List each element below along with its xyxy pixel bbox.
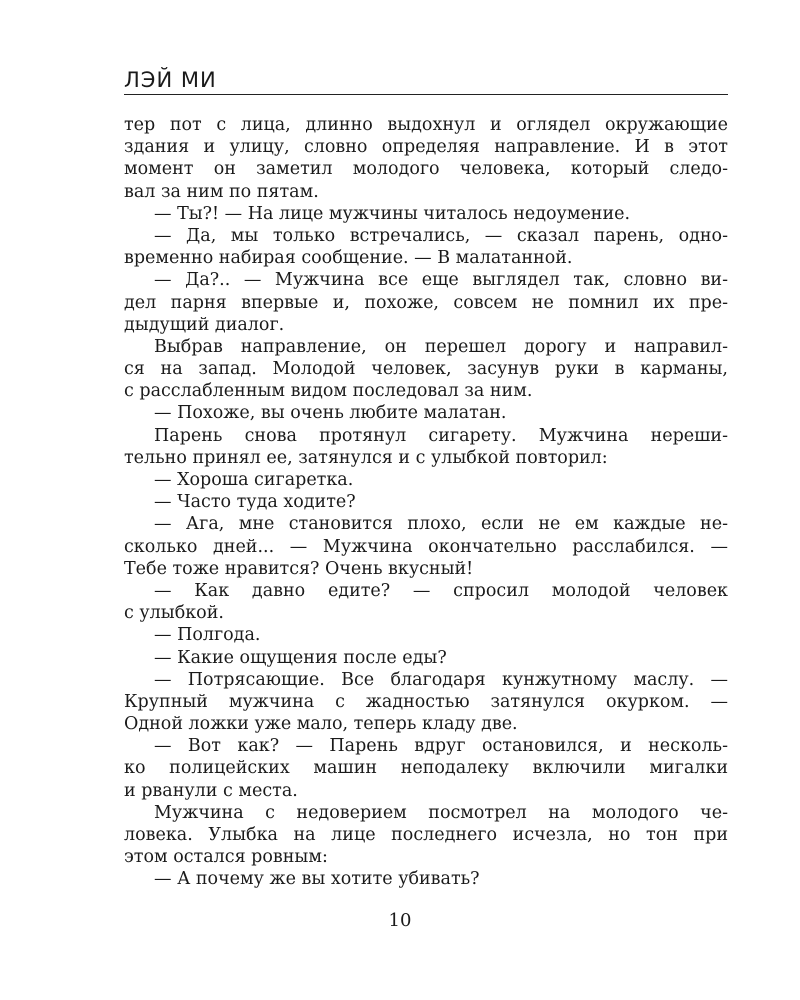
text-line: — Часто туда ходите? (154, 492, 356, 513)
text-line: Мужчина с недоверием посмотрел на молодого че- (154, 802, 728, 823)
page-number: 10 (388, 910, 412, 931)
text-line: Крупный мужчина с жадностью затянулся окурком. — (124, 691, 728, 712)
text-line: тельно принял ее, затянулся и с улыбкой повторил: (124, 447, 608, 468)
text-line: — Хороша сигаретка. (154, 470, 354, 490)
text-line: — Как давно едите? — спросил молодой человек (154, 580, 728, 601)
text-line: сколько дней... — Мужчина окончательно расслабился. — (124, 536, 728, 557)
text-line: — Вот как? — Парень вдруг остановился, и несколь- (154, 736, 728, 757)
text-line: Тебе тоже нравится? Очень вкусный! (124, 558, 474, 579)
text-line: — Да, мы только встречались, — сказал парень, одно- (154, 225, 728, 246)
text-line: этом остался ровным: (124, 847, 328, 868)
text-line: Парень снова протянул сигарету. Мужчина нереши- (154, 425, 728, 446)
text-line: — Похоже, вы очень любите малатан. (154, 403, 507, 424)
text-line: дел парня впервые и, похоже, совсем не помнил их пре- (124, 292, 728, 313)
text-line: ко полицейских машин неподалеку включили мигалки (124, 758, 728, 779)
text-line: момент он заметил молодого человека, который следо- (124, 159, 728, 180)
text-line: Одной ложки уже мало, теперь кладу две. (124, 714, 518, 735)
text-line: с улыбкой. (124, 603, 224, 624)
text-line: — А почему же вы хотите убивать? (154, 869, 480, 890)
body-text (124, 114, 728, 891)
text-line: — Ты?! — На лице мужчины читалось недоумение. (154, 203, 631, 224)
text-line: ся на запад. Молодой человек, засунув руки в карманы, (124, 359, 728, 380)
text-line: — Да?.. — Мужчина все еще выглядел так, словно ви- (154, 270, 728, 291)
text-line: тер пот с лица, длинно выдохнул и оглядел окружающие (124, 115, 728, 135)
text-line: Выбрав направление, он перешел дорогу и направил- (154, 336, 728, 357)
text-line: здания и улицу, словно определяя направление. И в этот (124, 137, 728, 158)
running-head: ЛЭЙ МИ (124, 68, 217, 92)
text-line: дыдущий диалог. (124, 314, 285, 335)
text-line: вал за ним по пятам. (124, 181, 319, 202)
page-header (124, 66, 728, 95)
text-line: — Какие ощущения после еды? (154, 647, 447, 668)
text-line: — Ага, мне становится плохо, если не ем каждые не- (154, 514, 728, 535)
text-line: — Потрясающие. Все благодаря кунжутному маслу. — (154, 669, 728, 690)
text-line: временно набирая сообщение. — В малатанной. (124, 248, 573, 269)
text-line: и рванули с места. (124, 780, 298, 801)
text-line: с расслабленным видом последовал за ним. (124, 381, 533, 402)
text-line: — Полгода. (154, 625, 261, 646)
text-line: ловека. Улыбка на лице последнего исчезла, но тон при (124, 825, 728, 845)
